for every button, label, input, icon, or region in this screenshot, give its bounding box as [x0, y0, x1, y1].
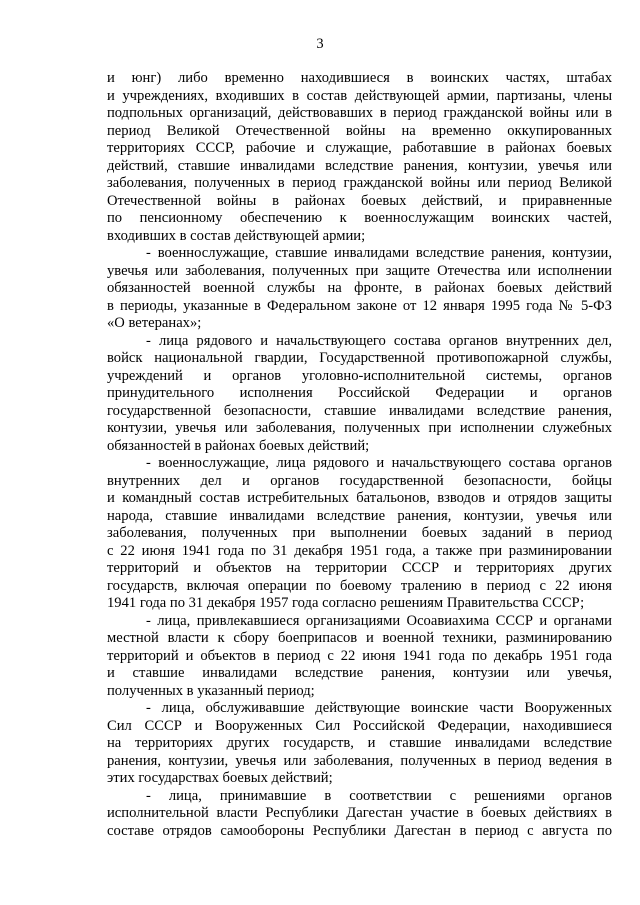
text-line: «О ветеранах»;	[107, 315, 202, 331]
text-line: Сил СССР и Вооруженных Сил Российской Федерации, находившиеся	[107, 717, 612, 734]
text-line: составе отрядов самообороны Республики Дагестан в период с августа по	[107, 822, 612, 839]
text-line: заболевания, полученных в период гражданской войны или период Великой	[107, 175, 612, 191]
paragraph	[107, 70, 612, 245]
text-line: и ставшие инвалидами вследствие ранения, контузии или увечья,	[107, 665, 612, 681]
document-body	[107, 70, 612, 840]
text-line: по пенсионному обеспечению к военнослужащим воинских частей,	[107, 210, 612, 226]
text-line: территориях СССР, рабочие и служащие, работавшие в районах боевых	[107, 140, 612, 156]
text-line: - военнослужащие, ставшие инвалидами вследствие ранения, контузии,	[146, 245, 612, 261]
text-line: территорий и объектов в период с 22 июня 1941 года по декабрь 1951 года	[107, 647, 612, 664]
text-line: контузии, увечья или заболевания, полученных при исполнении служебных	[107, 420, 612, 436]
text-line: - лица, привлекавшиеся организациями Осоавиахима СССР и органами	[146, 612, 612, 629]
text-line: - лица, обслуживавшие действующие воинские части Вооруженных	[146, 700, 612, 716]
paragraph	[107, 455, 612, 613]
text-line: учреждений и органов уголовно-исполнительной системы, органов	[107, 367, 612, 384]
paragraph	[107, 700, 612, 788]
text-line: войск национальной гвардии, Государственной противопожарной службы,	[107, 350, 612, 366]
text-line: территорий и объектов на территории СССР и территориях других	[107, 560, 612, 576]
text-line: заболевания, полученных при выполнении боевых заданий в период	[107, 525, 612, 541]
text-line: и юнг) либо временно находившиеся в воинских частях, штабах	[107, 70, 612, 86]
text-line: входивших в состав действующей армии;	[107, 227, 366, 244]
text-line: подпольных организаций, действовавших в период гражданской войны или в	[107, 105, 612, 121]
text-line: государств, включая операции по боевому тралению в период с 22 июня	[107, 577, 612, 594]
text-line: народа, ставшие инвалидами вследствие ранения, контузии, увечья или	[107, 507, 612, 524]
page-number: 3	[316, 36, 324, 52]
text-line: в периоды, указанные в Федеральном законе от 12 января 1995 года № 5-ФЗ	[107, 297, 612, 314]
paragraph	[107, 788, 612, 841]
text-line: принудительного исполнения Российской Федерации и органов	[107, 385, 612, 401]
text-line: обязанностей военной службы на фронте, в районах боевых действий	[107, 280, 612, 296]
text-line: период Великой Отечественной войны на временно оккупированных	[107, 122, 612, 139]
text-line: этих государствах боевых действий;	[107, 770, 333, 786]
text-line: полученных в указанный период;	[107, 682, 315, 699]
text-line: государственной безопасности, ставшие инвалидами вследствие ранения,	[107, 402, 612, 419]
text-line: 1941 года по 31 декабря 1957 года согласно решениям Правительства СССР;	[107, 595, 585, 611]
text-line: и учреждениях, входивших в состав действующей армии, партизаны, члены	[107, 87, 612, 104]
text-line: - лица, принимавшие в соответствии с решениями органов	[146, 787, 612, 804]
paragraph	[107, 613, 612, 701]
text-line: - лица рядового и начальствующего состава органов внутренних дел,	[146, 332, 612, 349]
text-line: увечья или заболевания, полученных при защите Отечества или исполнении	[107, 262, 612, 279]
text-line: Отечественной войны в районах боевых действий, и приравненные	[107, 192, 612, 209]
text-line: и командный состав истребительных батальонов, взводов и отрядов защиты	[107, 490, 612, 506]
text-line: - военнослужащие, лица рядового и начальствующего состава органов	[146, 455, 612, 471]
text-line: внутренних дел и органов государственной безопасности, бойцы	[107, 472, 612, 489]
text-line: обязанностей в районах боевых действий;	[107, 437, 370, 454]
text-line: местной власти к сбору боеприпасов и военной техники, разминированию	[107, 630, 612, 646]
text-line: на территориях других государств, и ставшие инвалидами вследствие	[107, 735, 612, 751]
text-line: действий, ставшие инвалидами вследствие ранения, контузии, увечья или	[107, 157, 612, 174]
text-line: ранения, контузии, увечья или заболевания, полученных в период ведения в	[107, 752, 612, 769]
text-line: исполнительной власти Республики Дагестан участие в боевых действиях в	[107, 805, 612, 821]
paragraph	[107, 245, 612, 333]
text-line: с 22 июня 1941 года по 31 декабря 1951 года, а также при разминировании	[107, 542, 612, 559]
paragraph	[107, 333, 612, 456]
